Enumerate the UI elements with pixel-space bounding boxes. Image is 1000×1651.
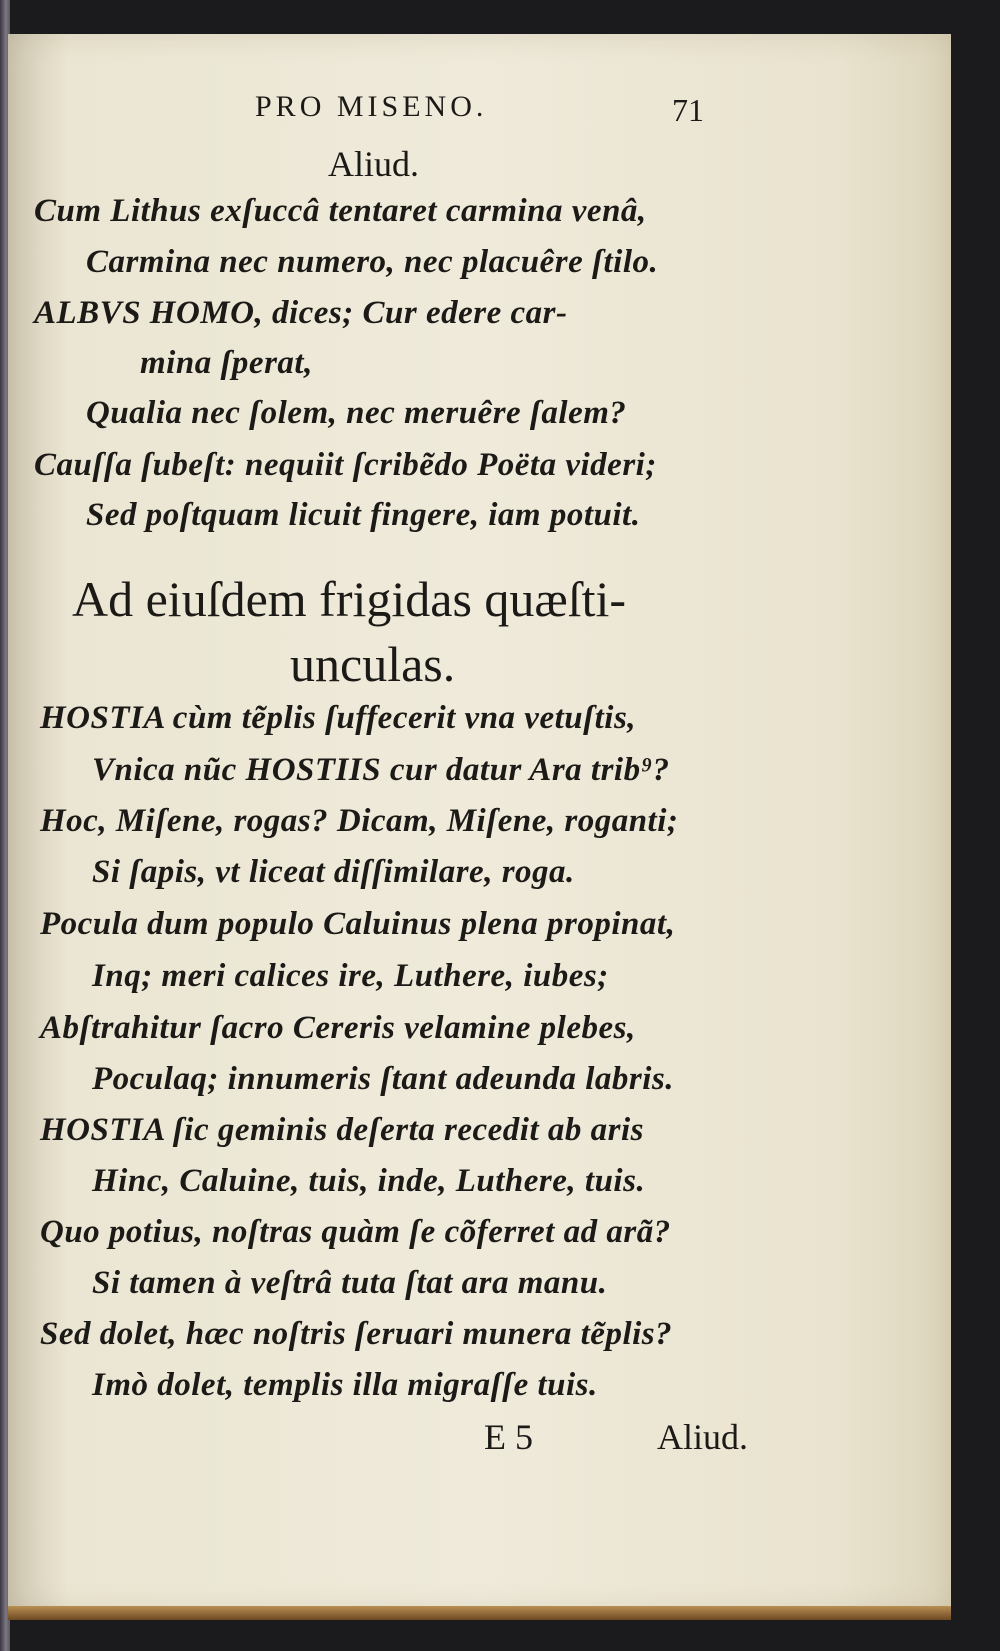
verse-line: Cauſſa ſubeſt: nequiit ſcribẽdo Poëta videri;	[34, 447, 657, 483]
verse-line: Poculaq; innumeris ſtant adeunda labris.	[92, 1061, 675, 1097]
page-bottom-edge	[8, 1606, 951, 1620]
verse-line: HOSTIA cùm tẽplis ſuffecerit vna vetuſtis,	[40, 700, 637, 736]
running-title: PRO MISENO.	[255, 90, 488, 123]
verse-line: Carmina nec numero, nec placuêre ſtilo.	[86, 244, 659, 280]
verse-line: Vnica nũc HOSTIIS cur datur Ara trib⁹?	[92, 752, 670, 788]
verse-line: Hinc, Caluine, tuis, inde, Luthere, tuis.	[92, 1163, 646, 1199]
verse-line: ALBVS HOMO, dices; Cur edere car-	[34, 295, 568, 331]
verse-line: Imò dolet, templis illa migraſſe tuis.	[92, 1367, 598, 1403]
poem-heading: Ad eiuſdem frigidas quæſti-	[72, 571, 627, 627]
verse-line: Cum Lithus exſuccâ tentaret carmina venâ,	[34, 193, 647, 229]
verse-line: Hoc, Miſene, rogas? Dicam, Miſene, roganti;	[40, 803, 679, 839]
poem-heading: unculas.	[290, 636, 456, 692]
verse-line: Pocula dum populo Caluinus plena propinat,	[40, 906, 676, 942]
verse-line: Sed poſtquam licuit fingere, iam potuit.	[86, 497, 641, 533]
signature-mark: E 5	[484, 1417, 533, 1457]
verse-line: mina ſperat,	[140, 345, 313, 381]
verse-line: Abſtrahitur ſacro Cereris velamine plebes,	[40, 1010, 636, 1046]
page-number: 71	[672, 92, 704, 128]
verse-line: HOSTIA ſic geminis deſerta recedit ab aris	[40, 1112, 644, 1148]
verse-line: Si tamen à veſtrâ tuta ſtat ara manu.	[92, 1265, 608, 1301]
poem-title: Aliud.	[328, 144, 420, 184]
verse-line: Sed dolet, hæc noſtris ſeruari munera tẽplis?	[40, 1316, 673, 1352]
verse-line: Si ſapis, vt liceat diſſimilare, roga.	[92, 854, 575, 890]
verse-line: Qualia nec ſolem, nec meruêre ſalem?	[86, 395, 627, 431]
catchword: Aliud.	[657, 1417, 749, 1457]
verse-line: Quo potius, noſtras quàm ſe cõferret ad arã?	[40, 1214, 671, 1250]
verse-line: Inq; meri calices ire, Luthere, iubes;	[92, 958, 609, 994]
